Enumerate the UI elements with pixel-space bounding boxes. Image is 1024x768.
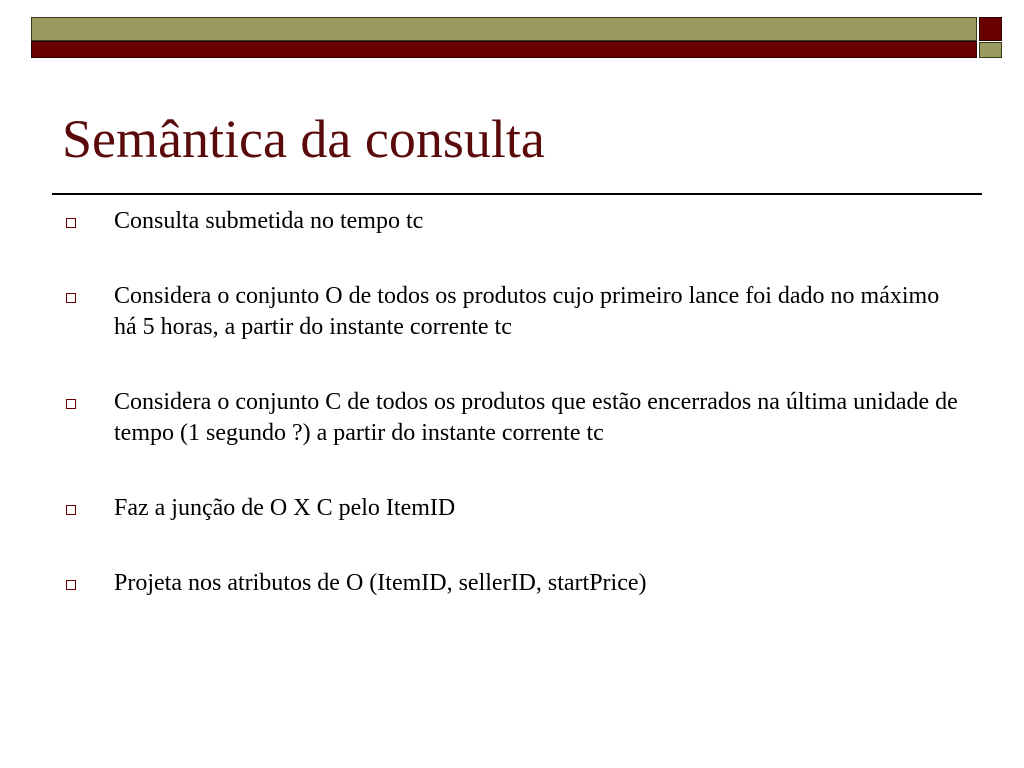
bullet-item [62, 493, 962, 524]
hollow-square-icon [66, 505, 76, 515]
bullet-item [62, 206, 962, 237]
hollow-square-icon [66, 399, 76, 409]
title-divider [52, 193, 982, 195]
bullet-text: Faz a junção de O X C pelo ItemID [114, 495, 456, 521]
bullet-item [62, 387, 962, 449]
header-band-maroon [31, 41, 977, 58]
header-band-olive [31, 17, 977, 41]
bullet-list [62, 206, 962, 643]
corner-square-maroon [979, 17, 1002, 41]
corner-square-olive [979, 42, 1002, 58]
bullet-text: Projeta nos atributos de O (ItemID, sellerID, startPrice) [114, 570, 647, 596]
bullet-text: Considera o conjunto C de todos os produtos que estão encerrados na última unidade de tempo (1 segundo ?) a partir do instante corrente tc [114, 389, 958, 446]
hollow-square-icon [66, 218, 76, 228]
bullet-item [62, 281, 962, 343]
hollow-square-icon [66, 580, 76, 590]
slide-title: Semântica da consulta [62, 109, 545, 169]
hollow-square-icon [66, 293, 76, 303]
bullet-text: Consulta submetida no tempo tc [114, 208, 424, 234]
bullet-text: Considera o conjunto O de todos os produtos cujo primeiro lance foi dado no máximo há 5 horas, a partir do instante corrente tc [114, 283, 940, 340]
bullet-item [62, 568, 962, 599]
